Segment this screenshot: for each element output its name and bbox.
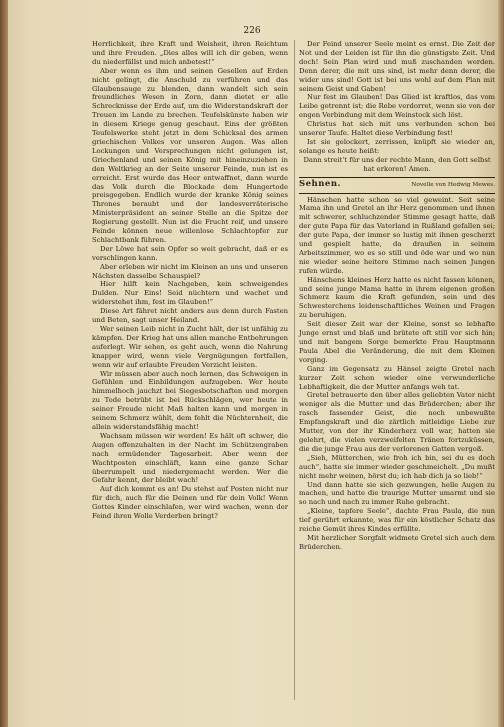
section-divider [299, 193, 495, 194]
paragraph: Wir müssen aber auch noch lernen, das Schweigen in Gefühlen und Einbildungen aufzugeben. Wer heute himmelhoch jauchzt bei Siegesbotschaften und morgen zu Tode betrübt ist bei Rückschlägen, wer heute in seiner Freude nicht Maß halten kann und morgen in seinem Schmerz wühlt, dem fehlt die Nüchternheit, die allein widerstandsfähig macht! [92, 369, 288, 431]
paragraph: Nur fest im Glauben! Das Glied ist kraftlos, das vom Leibe getrennt ist; die Rebe verdorret, wenn sie von der engen Verbindung mit dem Weinstock sich löst. [299, 93, 495, 120]
paragraph: Hänschen hatte schon so viel geweint. Seit seine Mama ihn und Gretel an ihr Herz genommen und ihnen mit schwerer, schluchzender Stimme gesagt hatte, daß der gute Papa für das Vaterland in Rußland gefallen sei; der gute Papa, der immer so lustig mit ihnen gescherzt und gespielt hatte, da draußen in seinem Arbeitszimmer, wo es so still und öde war und wo nun nie wieder seine heitere Stimme nach seinen Jungen rufen würde. [299, 195, 495, 275]
paragraph: „Sieh, Mütterchen, wie froh ich bin, sei du es doch auch“, hatte sie immer wieder geschmeichelt. „Du mußt nicht mehr weinen, hörst du; ich hab dich ja so lieb!“ [299, 453, 495, 480]
paragraph: Seit dieser Zeit war der Kleine, sonst so lebhafte Junge ernst und blaß und brütete oft still vor sich hin; und mit bangem Sorge bemerkte Frau Hauptmann Paula Abel die Veränderung, die mit dem Kleinen vorging. [299, 320, 495, 364]
paragraph: Aber wenn es ihm und seinen Gesellen auf Erden nicht gelingt, die Anschuld zu verführen und das Glaubensauge zu blenden, dann wandelt sich sein freundliches Wesen in Zorn, dann dietet er alle Schrecknisse der Erde auf, um die Widerstandskraft der Treuen im Lande zu brechen. Teufelskünste haben wir in diesem Kriege genug geschaut. Eins der größten Teufelswerke steht jetzt in dem Schicksal des armen griechischen Volkes vor unseren Augen. Was allen Lockungen und Versprechungen nicht gelungen ist, Griechenland und seinen König mit hineinzuziehen in den Weltkrieg an der Seite unserer Feinde, nun ist es erreicht. Erst wurde das Heer entwaffnet, dann wurde das Volk durch die Blockade dem Hungertode preisgegeben. Endlich wurde der kranke König seines Thrones beraubt und der landesverräterische Ministerpräsident an seiner Stelle an die Spitze der Regierung gestellt. Nun ist die Frucht reif, und unsere Feinde können neue willenlose Schlachtopfer zur Schlachtbank führen. [92, 66, 288, 244]
hymn-verse: Dann streit’t für uns der rechte Mann, den Gott selbst hat erkoren! Amen. [303, 155, 491, 173]
page-edge [498, 0, 504, 727]
paragraph: Der Feind unserer Seele meint es ernst. Die Zeit der Not und der Leiden ist für ihn die günstigste Zeit. Und doch! Sein Plan wird und muß zuschanden werden. Denn derer, die mit uns sind, ist mehr denn derer, die wider uns sind! Gott ist bei uns wohl auf dem Plan mit seinem Geist und Gaben! [299, 40, 495, 93]
paragraph: Hänschens kleines Herz hatte es nicht fassen können, und seine junge Mama hatte in ihrem eigenen großen Schmerz kaum die Kraft gefunden, sein und des Schwesterchens leidenschaftliches Weinen und Fragen zu beruhigen. [299, 275, 495, 320]
section-header [299, 180, 495, 190]
paragraph: Aber erleben wir nicht im Kleinen an uns und unseren Nächsten dasselbe Schauspiel? [92, 262, 288, 280]
right-column [299, 40, 495, 552]
paragraph: Diese Art fähret nicht anders aus denn durch Fasten und Beten, sagt unser Heiland. [92, 307, 288, 325]
section-divider [299, 177, 495, 178]
column-rule [294, 40, 295, 700]
page-number: 226 [243, 26, 261, 36]
paragraph: Wer seinen Leib nicht in Zucht hält, der ist unfähig zu kämpfen. Der Krieg hat uns allen manche Entbehrungen auferlegt. Wir sehen, es geht auch, wenn die Nahrung knapper wird, wenn viele Vergnügungen fortfallen, wenn wir auf erlaubte Freuden Verzicht leisten. [92, 325, 288, 369]
left-column [92, 40, 288, 521]
paragraph: Ganz im Gegensatz zu Hänsel zeigte Gretel nach kurzer Zeit schon wieder eine verwunderliche Lebhaftigkeit, die der Mutter anfangs weh tat. [299, 364, 495, 391]
section-title: Sehnen. [299, 178, 341, 189]
paragraph: Der Löwe hat sein Opfer so weit gebracht, daß er es verschlingen kann. [92, 244, 288, 262]
paragraph: Gretel betrauerte den über alles geliebten Vater nicht weniger als die Mutter und das Brüderchen; aber ihr rasch fassender Geist, die noch unbewußte Empfangskraft und die zärtlich mitleidige Liebe zur Mutter, von der ihr Kinderherz voll war, hatten sie gelehrt, die vielen verzweifelten Tränen fortzuküssen, die die junge Frau aus der verlorenen Gatten vergoß. [299, 391, 495, 453]
paragraph: „Kleine, tapfere Seele“, dachte Frau Paula, die nun tief gerührt erkannte, was für ein köstlicher Schatz das reiche Gemüt ihres Kindes erfüllte. [299, 507, 495, 534]
paragraph: Herrlichkeit, ihre Kraft und Weisheit, ihren Reichtum und ihre Freuden. „Dies alles will ich dir geben, wenn du niederfällst und mich anbetest!“ [92, 40, 288, 66]
paragraph: Und dann hatte sie sich gezwungen, helle Augen zu machen, und hatte die traurige Mutter umarmt und sie so nach und nach zu immer Ruhe gebracht. [299, 480, 495, 507]
section-subtitle: Novelle von Hedwig Mewes. [411, 181, 495, 188]
paragraph: Ist sie gelockert, zerrissen, knüpft sie wieder an, solange es heute heißt: [299, 137, 495, 155]
paragraph: Auf dich kommt es an! Du stehst auf Posten nicht nur für dich, auch für die Deinen und für dein Volk! Wenn Gottes Kinder einschlafen, wer wird wachen, wenn der Feind ihren Wolle Verderben bringt? [92, 485, 288, 521]
paragraph: Christus hat sich mit uns verbunden schon bei unserer Taufe. Haltet diese Verbindung fest! [299, 120, 495, 138]
paragraph: Wachsam müssen wir werden! Es hält oft schwer, die Augen offenzuhalten in der Nacht im Schützengraben nach ermüdender Tagesarbeit. Aber wenn der Wachtposten einschläft, kann eine ganze Schar überrumpelt und niedergemacht werden. Wer die Gefahr kennt, der bleibt wach! [92, 431, 288, 485]
page-binding [0, 0, 8, 727]
paragraph: Hier hilft kein Nachgeben, kein schweigendes Dulden. Nur Eins! Seid nüchtern und wachet und widerstehet ihm, fest im Glauben!“ [92, 280, 288, 307]
paragraph: Mit herzlicher Sorgfalt widmete Gretel sich auch dem Brüderchen. [299, 533, 495, 551]
